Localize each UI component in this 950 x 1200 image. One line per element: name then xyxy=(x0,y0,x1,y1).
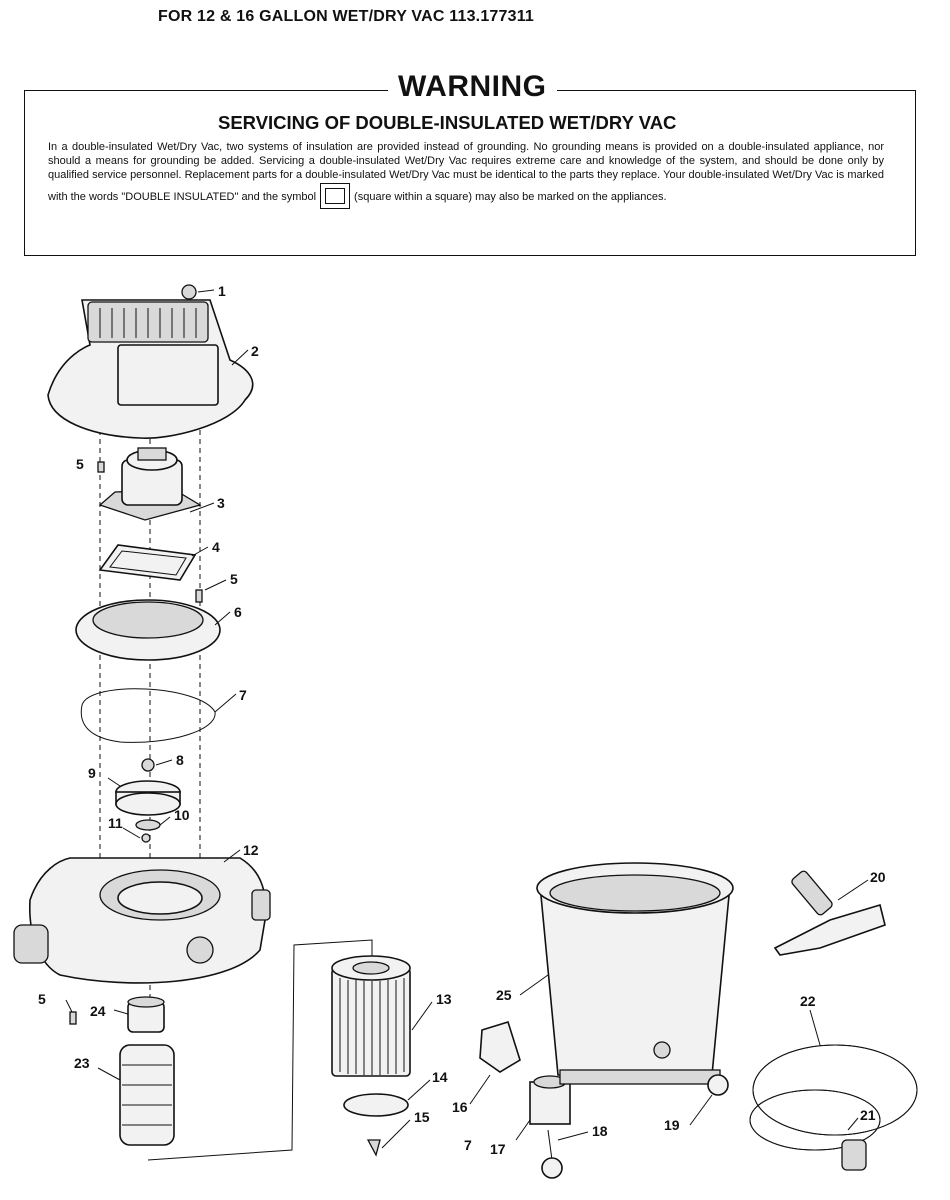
callout-23: 23 xyxy=(74,1055,90,1071)
callout-5c: 5 xyxy=(38,991,46,1007)
part-7-seal xyxy=(81,689,215,743)
part-8 xyxy=(142,759,154,771)
callout-9: 9 xyxy=(88,765,96,781)
part-11 xyxy=(142,834,150,842)
part-21-hose-end xyxy=(842,1140,866,1170)
part-16 xyxy=(480,1022,520,1072)
part-6-filter-cage xyxy=(76,600,220,660)
part-25-drum xyxy=(537,863,733,1084)
callout-11: 11 xyxy=(108,815,123,831)
callout-1: 1 xyxy=(218,283,226,299)
warning-subtitle: SERVICING OF DOUBLE-INSULATED WET/DRY VAC xyxy=(218,112,677,133)
callout-5a: 5 xyxy=(76,456,84,472)
callout-22: 22 xyxy=(800,993,816,1009)
part-13-cartridge-filter xyxy=(332,956,410,1076)
part-22-hose xyxy=(750,1045,917,1150)
part-23-cage xyxy=(120,1045,174,1145)
part-18-caster xyxy=(542,1130,562,1178)
part-14-lid xyxy=(344,1094,408,1116)
callout-12: 12 xyxy=(243,842,259,858)
callout-21: 21 xyxy=(860,1107,876,1123)
callout-5b: 5 xyxy=(230,571,238,587)
part-10 xyxy=(136,820,160,830)
part-20-utility-nozzle xyxy=(775,870,885,955)
part-4-gasket xyxy=(100,545,195,580)
part-1-knob xyxy=(182,285,196,299)
callout-19: 19 xyxy=(664,1117,680,1133)
callout-14: 14 xyxy=(432,1069,448,1085)
callout-7b: 7 xyxy=(464,1137,472,1153)
callout-6: 6 xyxy=(234,604,242,620)
callout-16: 16 xyxy=(452,1099,468,1115)
callout-17: 17 xyxy=(490,1141,506,1157)
part-12-power-head xyxy=(14,858,270,983)
part-15-nut xyxy=(368,1140,380,1155)
callout-2: 2 xyxy=(251,343,259,359)
callout-7a: 7 xyxy=(239,687,247,703)
part-3-motor xyxy=(100,448,200,520)
part-24 xyxy=(128,997,164,1032)
warning-heading: WARNING xyxy=(388,70,557,104)
callout-20: 20 xyxy=(870,869,886,885)
callout-10: 10 xyxy=(174,807,190,823)
part-19-drain-plug xyxy=(708,1075,728,1095)
part-9-float xyxy=(116,781,180,815)
warning-text-part2: (square within a square) may also be marked on the appliances. xyxy=(354,190,667,203)
part-2-motor-cover xyxy=(48,300,253,438)
page-title: FOR 12 & 16 GALLON WET/DRY VAC 113.177311 xyxy=(158,8,535,25)
callout-25: 25 xyxy=(496,987,512,1003)
callout-15: 15 xyxy=(414,1109,430,1125)
callout-4: 4 xyxy=(212,539,220,555)
callout-18: 18 xyxy=(592,1123,608,1139)
double-insulated-symbol-icon xyxy=(320,183,350,209)
warning-text xyxy=(48,140,884,209)
callout-3: 3 xyxy=(217,495,225,511)
warning-text-part1: In a double-insulated Wet/Dry Vac, two systems of insulation are provided instead of grounding. No grounding means is provided on a double-insulated appliance, nor should a means for grounding be added. Servicing a double-insulated Wet/Dry Vac requires extreme care and knowledge of the system, and should be done only by qualified service personnel. Replacement parts for a double-insulated Wet/Dry Vac must be identical to the parts they replace. Your double-insulated Wet/Dry Vac is marked with the words "DOUBLE INSULATED" and the symbol xyxy=(48,141,884,203)
exploded-parts-diagram xyxy=(0,270,950,1200)
callout-8: 8 xyxy=(176,752,184,768)
callout-24: 24 xyxy=(90,1003,106,1019)
callout-13: 13 xyxy=(436,991,452,1007)
